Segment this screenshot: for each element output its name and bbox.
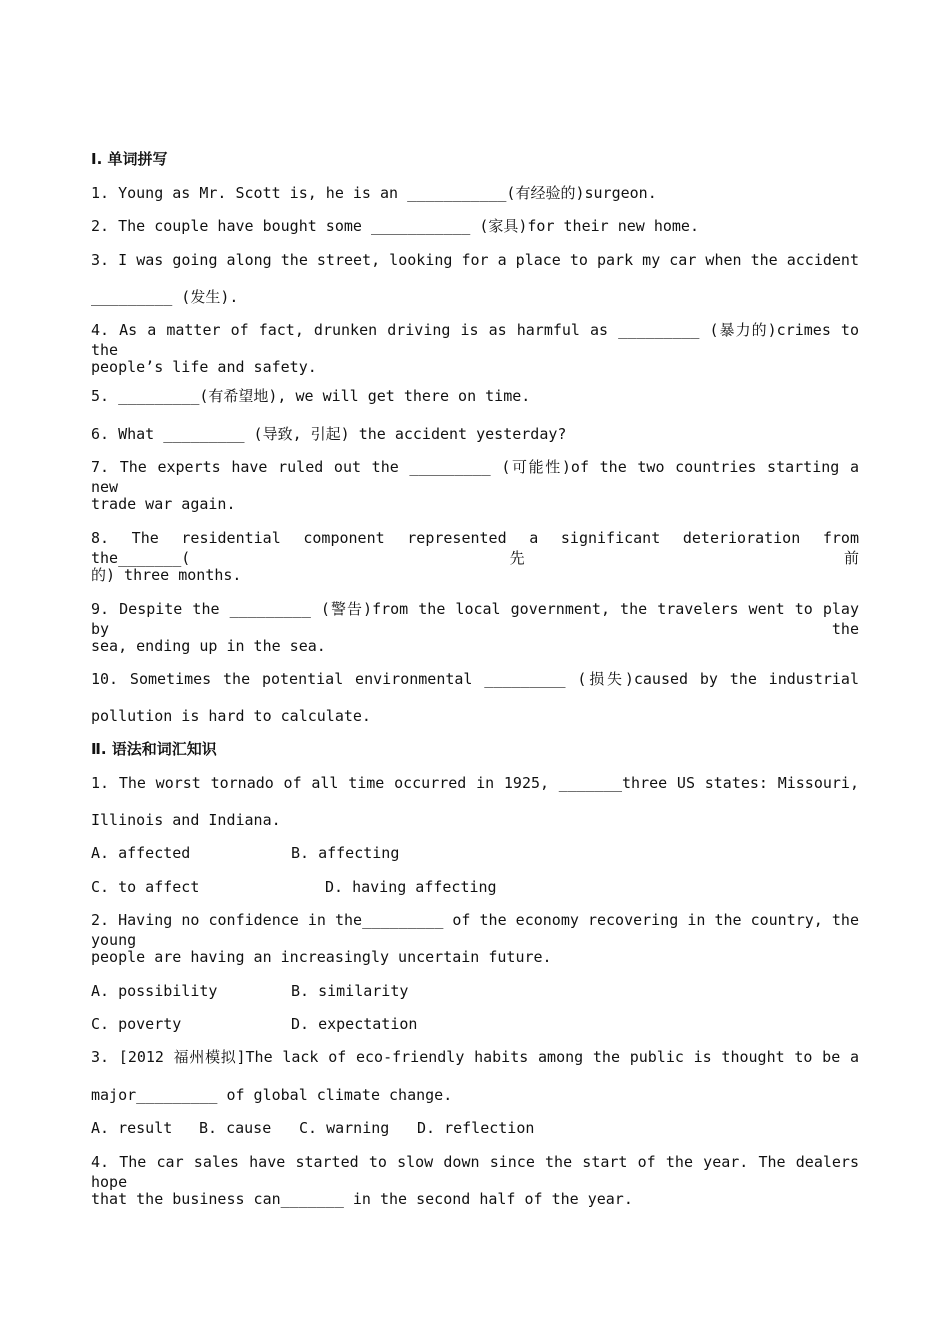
spelling-item-10-line-1: 10. Sometimes the potential environmental _________ (损失)caused by the industrial [91,670,859,688]
grammar-q2-option-c: C. poverty [91,1015,182,1033]
spelling-item-4-line-1: 4. As a matter of fact, drunken driving is as harmful as _________ (暴力的)crimes to the [91,321,859,359]
grammar-q2-line-2: people are having an increasingly uncertain future. [91,948,552,966]
spelling-item-9-line-1: 9. Despite the _________ (警告)from the local government, the travelers went to play by the [91,600,859,638]
spelling-item-8-line-2: 的) three months. [91,566,242,584]
spelling-item-7-line-1: 7. The experts have ruled out the _________ (可能性)of the two countries starting a new [91,458,859,496]
grammar-q4-line-2: that the business can_______ in the second half of the year. [91,1190,633,1208]
grammar-q1-option-a: A. affected [91,844,191,862]
spelling-item-4-line-2: people’s life and safety. [91,358,317,376]
spelling-item-5: 5. _________(有希望地), we will get there on time. [91,387,531,405]
spelling-item-2: 2. The couple have bought some ___________ (家具)for their new home. [91,217,699,235]
grammar-q3-option-a: A. result [91,1119,173,1137]
grammar-q2-option-b: B. similarity [291,982,409,1000]
spelling-item-7-line-2: trade war again. [91,495,236,513]
grammar-q2-option-d: D. expectation [291,1015,418,1033]
spelling-item-1: 1. Young as Mr. Scott is, he is an ___________(有经验的)surgeon. [91,184,657,202]
spelling-item-3-line-1: 3. I was going along the street, looking for a place to park my car when the accident [91,251,859,269]
grammar-q1-option-b: B. affecting [291,844,400,862]
spelling-item-9-line-2: sea, ending up in the sea. [91,637,326,655]
spelling-item-3-line-2: _________ (发生). [91,288,239,306]
section-heading-grammar: Ⅱ. 语法和词汇知识 [91,740,217,758]
grammar-q2-line-1: 2. Having no confidence in the_________ of the economy recovering in the country, the young [91,911,859,949]
grammar-q1-option-c: C. to affect [91,878,200,896]
spelling-item-6: 6. What _________ (导致, 引起) the accident yesterday? [91,425,567,443]
grammar-q3-line-2: major_________ of global climate change. [91,1086,453,1104]
grammar-q3-option-b: B. cause [199,1119,272,1137]
section-heading-spelling: Ⅰ. 单词拼写 [91,150,168,168]
grammar-q3-option-d: D. reflection [417,1119,535,1137]
grammar-q1-line-2: Illinois and Indiana. [91,811,281,829]
grammar-q4-line-1: 4. The car sales have started to slow down since the start of the year. The dealers hope [91,1153,859,1191]
grammar-q1-option-d: D. having affecting [325,878,497,896]
grammar-q3-line-1: 3. [2012 福州模拟]The lack of eco-friendly habits among the public is thought to be a [91,1048,859,1066]
grammar-q1-line-1: 1. The worst tornado of all time occurred in 1925, _______three US states: Missouri, [91,774,859,792]
spelling-item-8-line-1: 8. The residential component represented a significant deterioration from the_______(先前 [91,529,859,567]
grammar-q3-option-c: C. warning [299,1119,390,1137]
spelling-item-10-line-2: pollution is hard to calculate. [91,707,371,725]
grammar-q2-option-a: A. possibility [91,982,218,1000]
